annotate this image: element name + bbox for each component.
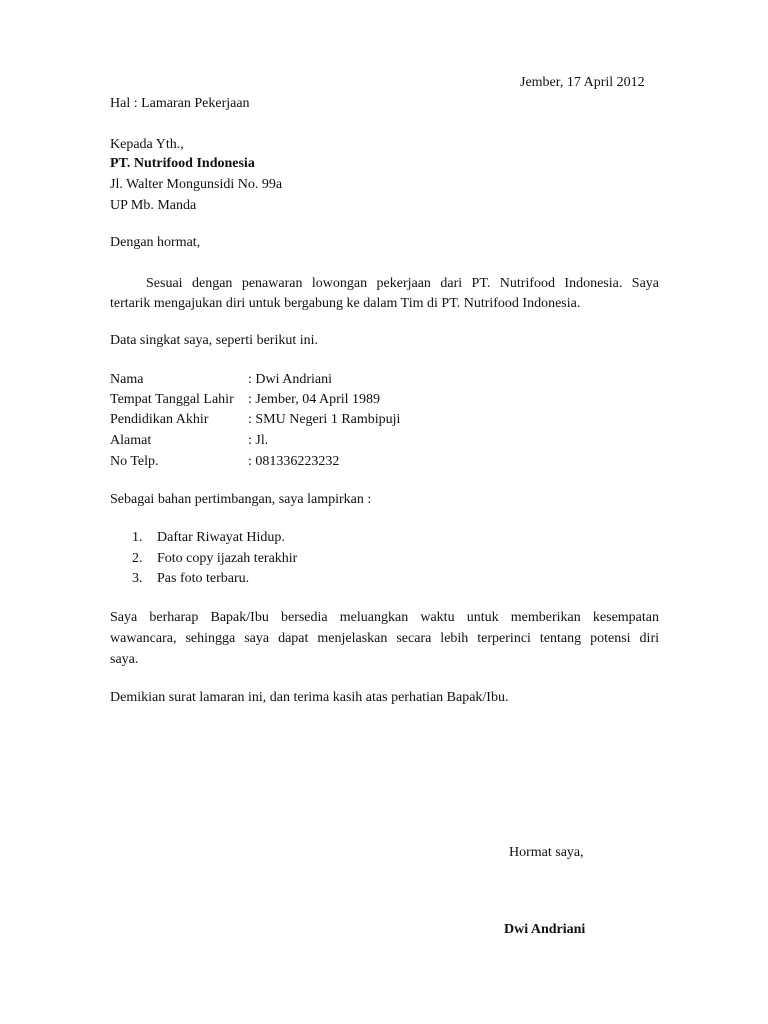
data-row-alamat [110, 431, 659, 451]
data-value: : 081336223232 [248, 454, 340, 469]
data-value: : SMU Negeri 1 Rambipuji [248, 412, 401, 427]
data-label: Nama [110, 372, 144, 387]
list-number: 3. [132, 571, 143, 586]
list-text: Pas foto terbaru. [157, 571, 250, 586]
data-value: : Jl. [248, 433, 269, 448]
hope-line-1: Saya berharap Bapak/Ibu bersedia meluangkan waktu untuk memberikan kesempatan [110, 610, 659, 625]
recipient-attention: UP Mb. Manda [110, 198, 197, 213]
salutation: Dengan hormat, [110, 235, 201, 250]
data-label: Pendidikan Akhir [110, 412, 209, 427]
data-label: Alamat [110, 433, 152, 448]
list-item [110, 549, 659, 569]
data-value: : Dwi Andriani [248, 372, 332, 387]
intro-line-1: Sesuai dengan penawaran lowongan pekerjaan dari PT. Nutrifood Indonesia. Saya [146, 276, 659, 291]
recipient-greeting: Kepada Yth., [110, 137, 184, 152]
attachments-intro: Sebagai bahan pertimbangan, saya lampirkan : [110, 492, 372, 507]
recipient-address: Jl. Walter Mongunsidi No. 99a [110, 177, 283, 192]
recipient-company: PT. Nutrifood Indonesia [110, 156, 255, 171]
list-item [110, 569, 659, 589]
data-row-ttl [110, 390, 659, 410]
list-text: Foto copy ijazah terakhir [157, 551, 298, 566]
intro-line-2: tertarik mengajukan diri untuk bergabung ke dalam Tim di PT. Nutrifood Indonesia. [110, 296, 581, 311]
data-row-telp [110, 452, 659, 472]
list-number: 2. [132, 551, 143, 566]
data-label: No Telp. [110, 454, 159, 469]
data-row-nama [110, 370, 659, 390]
place-date: Jember, 17 April 2012 [520, 75, 645, 90]
closing-line: Demikian surat lamaran ini, dan terima kasih atas perhatian Bapak/Ibu. [110, 690, 509, 705]
signer-name: Dwi Andriani [504, 922, 586, 937]
list-text: Daftar Riwayat Hidup. [157, 530, 285, 545]
list-item [110, 528, 659, 548]
list-number: 1. [132, 530, 143, 545]
data-label: Tempat Tanggal Lahir [110, 392, 234, 407]
hope-line-2: wawancara, sehingga saya dapat menjelaskan secara lebih terperinci tentang potensi diri [110, 631, 659, 646]
hope-line-3: saya. [110, 652, 139, 667]
data-row-pendidikan [110, 410, 659, 430]
subject-line: Hal : Lamaran Pekerjaan [110, 96, 250, 111]
data-intro: Data singkat saya, seperti berikut ini. [110, 333, 318, 348]
data-value: : Jember, 04 April 1989 [248, 392, 381, 407]
regards: Hormat saya, [509, 845, 584, 860]
